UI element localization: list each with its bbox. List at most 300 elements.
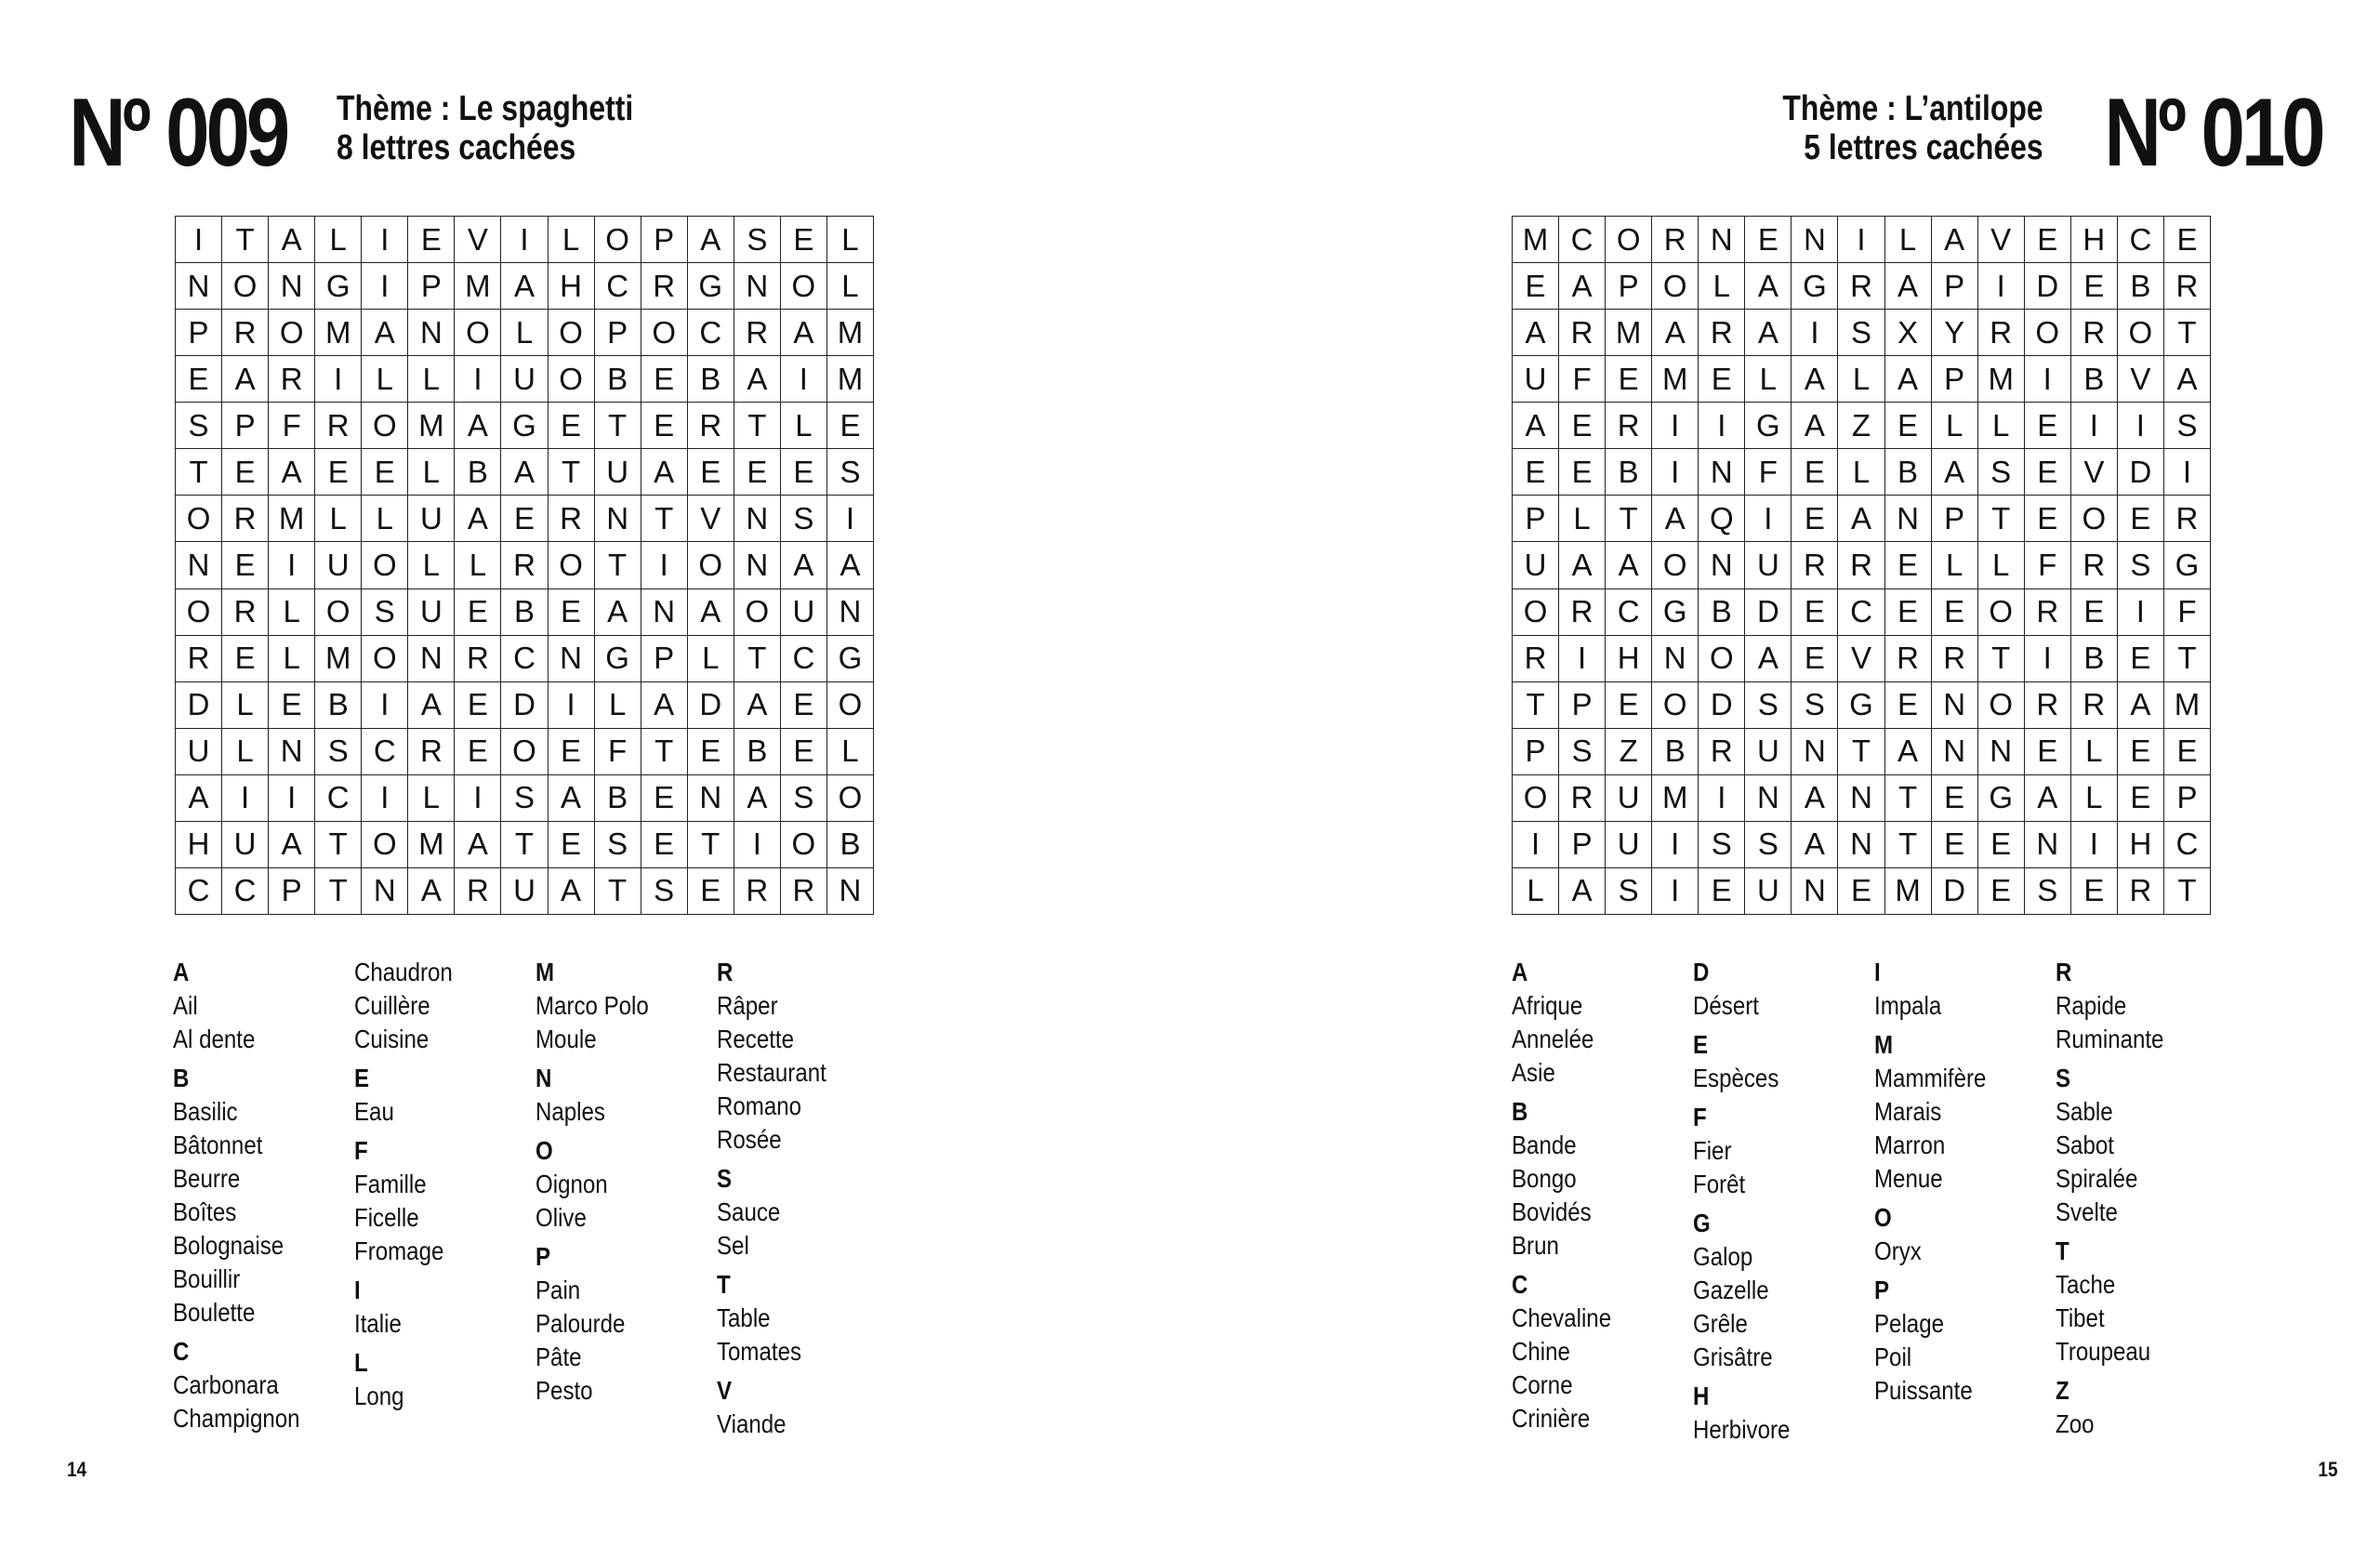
grid-cell[interactable]: Z (1606, 729, 1652, 775)
grid-cell[interactable]: S (734, 217, 781, 263)
grid-cell[interactable]: I (1978, 263, 2025, 310)
grid-cell[interactable]: O (781, 822, 827, 868)
grid-cell[interactable]: O (595, 217, 641, 263)
grid-cell[interactable]: L (362, 356, 408, 403)
grid-cell[interactable]: I (455, 356, 501, 403)
grid-cell[interactable]: N (1699, 449, 1745, 496)
grid-cell[interactable]: E (1978, 868, 2025, 915)
grid-cell[interactable]: B (455, 449, 501, 496)
grid-cell[interactable]: I (1513, 822, 1559, 868)
grid-cell[interactable]: O (1978, 589, 2025, 636)
grid-cell[interactable]: E (1932, 822, 1978, 868)
grid-cell[interactable]: I (2071, 822, 2118, 868)
grid-cell[interactable]: I (1699, 775, 1745, 822)
grid-cell[interactable]: H (2071, 217, 2118, 263)
grid-cell[interactable]: M (315, 636, 362, 682)
grid-cell[interactable]: D (501, 682, 548, 729)
grid-cell[interactable]: R (734, 310, 781, 356)
grid-cell[interactable]: A (408, 868, 455, 915)
grid-cell[interactable]: R (781, 868, 827, 915)
grid-cell[interactable]: O (362, 822, 408, 868)
grid-cell[interactable]: B (827, 822, 874, 868)
grid-cell[interactable]: T (315, 868, 362, 915)
grid-cell[interactable]: C (362, 729, 408, 775)
grid-cell[interactable]: A (455, 822, 501, 868)
grid-cell[interactable]: Q (1699, 496, 1745, 542)
grid-cell[interactable]: L (408, 449, 455, 496)
grid-cell[interactable]: U (1745, 542, 1792, 588)
grid-cell[interactable]: L (269, 589, 315, 636)
grid-cell[interactable]: E (549, 403, 595, 449)
grid-cell[interactable]: L (2071, 775, 2118, 822)
grid-cell[interactable]: L (408, 356, 455, 403)
grid-cell[interactable]: T (734, 636, 781, 682)
grid-cell[interactable]: E (2025, 403, 2071, 449)
grid-cell[interactable]: U (1513, 542, 1559, 588)
grid-cell[interactable]: A (408, 682, 455, 729)
grid-cell[interactable]: B (595, 356, 641, 403)
grid-cell[interactable]: C (781, 636, 827, 682)
grid-cell[interactable]: E (549, 589, 595, 636)
grid-cell[interactable]: E (269, 682, 315, 729)
grid-cell[interactable]: D (176, 682, 222, 729)
grid-cell[interactable]: E (501, 496, 548, 542)
grid-cell[interactable]: A (1885, 356, 1932, 403)
grid-cell[interactable]: E (549, 729, 595, 775)
grid-cell[interactable]: E (1932, 775, 1978, 822)
grid-cell[interactable]: Y (1932, 310, 1978, 356)
grid-cell[interactable]: V (1978, 217, 2025, 263)
grid-cell[interactable]: A (1559, 868, 1606, 915)
grid-cell[interactable]: M (1513, 217, 1559, 263)
grid-cell[interactable]: N (1699, 542, 1745, 588)
grid-cell[interactable]: I (2164, 449, 2211, 496)
grid-cell[interactable]: L (1978, 403, 2025, 449)
grid-cell[interactable]: T (1885, 822, 1932, 868)
grid-cell[interactable]: G (315, 263, 362, 310)
grid-cell[interactable]: P (269, 868, 315, 915)
grid-cell[interactable]: O (222, 263, 269, 310)
grid-cell[interactable]: T (595, 403, 641, 449)
grid-cell[interactable]: R (2164, 496, 2211, 542)
grid-cell[interactable]: O (549, 356, 595, 403)
grid-cell[interactable]: L (222, 729, 269, 775)
grid-cell[interactable]: R (2071, 682, 2118, 729)
grid-cell[interactable]: R (1559, 310, 1606, 356)
grid-cell[interactable]: A (222, 356, 269, 403)
grid-cell[interactable]: O (2071, 496, 2118, 542)
grid-cell[interactable]: E (2025, 496, 2071, 542)
grid-cell[interactable]: L (1932, 542, 1978, 588)
grid-cell[interactable]: E (688, 449, 734, 496)
grid-cell[interactable]: R (641, 263, 688, 310)
grid-cell[interactable]: D (688, 682, 734, 729)
grid-cell[interactable]: S (362, 589, 408, 636)
grid-cell[interactable]: R (222, 496, 269, 542)
grid-cell[interactable]: C (2164, 822, 2211, 868)
grid-cell[interactable]: E (2025, 729, 2071, 775)
grid-cell[interactable]: N (1792, 217, 1838, 263)
grid-cell[interactable]: A (362, 310, 408, 356)
grid-cell[interactable]: A (549, 868, 595, 915)
grid-cell[interactable]: P (1559, 822, 1606, 868)
grid-cell[interactable]: N (734, 542, 781, 588)
grid-cell[interactable]: A (1792, 403, 1838, 449)
grid-cell[interactable]: E (2118, 775, 2164, 822)
grid-cell[interactable]: O (176, 496, 222, 542)
grid-cell[interactable]: N (1838, 822, 1884, 868)
grid-cell[interactable]: H (2118, 822, 2164, 868)
grid-cell[interactable]: R (1559, 589, 1606, 636)
grid-cell[interactable]: M (827, 310, 874, 356)
grid-cell[interactable]: E (1792, 496, 1838, 542)
grid-cell[interactable]: I (455, 775, 501, 822)
grid-cell[interactable]: I (362, 775, 408, 822)
grid-cell[interactable]: M (315, 310, 362, 356)
grid-cell[interactable]: E (1885, 682, 1932, 729)
grid-cell[interactable]: A (2025, 775, 2071, 822)
grid-cell[interactable]: S (1792, 682, 1838, 729)
grid-cell[interactable]: O (641, 310, 688, 356)
grid-cell[interactable]: A (641, 682, 688, 729)
grid-cell[interactable]: P (595, 310, 641, 356)
grid-cell[interactable]: M (1978, 356, 2025, 403)
grid-cell[interactable]: E (1885, 542, 1932, 588)
grid-cell[interactable]: S (1838, 310, 1884, 356)
grid-cell[interactable]: E (455, 589, 501, 636)
grid-cell[interactable]: O (734, 589, 781, 636)
grid-cell[interactable]: A (1559, 542, 1606, 588)
grid-cell[interactable]: E (362, 449, 408, 496)
grid-cell[interactable]: T (1606, 496, 1652, 542)
grid-cell[interactable]: U (1745, 868, 1792, 915)
grid-cell[interactable]: N (688, 775, 734, 822)
grid-cell[interactable]: N (408, 310, 455, 356)
grid-cell[interactable]: T (501, 822, 548, 868)
grid-cell[interactable]: S (595, 822, 641, 868)
grid-cell[interactable]: A (688, 217, 734, 263)
grid-cell[interactable]: N (1792, 729, 1838, 775)
grid-cell[interactable]: R (315, 403, 362, 449)
grid-cell[interactable]: A (1745, 636, 1792, 682)
grid-cell[interactable]: L (362, 496, 408, 542)
grid-cell[interactable]: M (455, 263, 501, 310)
grid-cell[interactable]: Z (1838, 403, 1884, 449)
grid-cell[interactable]: R (1699, 729, 1745, 775)
grid-cell[interactable]: A (781, 542, 827, 588)
grid-cell[interactable]: L (1932, 403, 1978, 449)
grid-cell[interactable]: F (1559, 356, 1606, 403)
grid-cell[interactable]: E (781, 449, 827, 496)
grid-cell[interactable]: T (1513, 682, 1559, 729)
grid-cell[interactable]: V (455, 217, 501, 263)
grid-cell[interactable]: P (1513, 496, 1559, 542)
grid-cell[interactable]: E (641, 403, 688, 449)
grid-cell[interactable]: L (315, 496, 362, 542)
grid-cell[interactable]: N (1932, 729, 1978, 775)
grid-cell[interactable]: O (549, 542, 595, 588)
grid-cell[interactable]: N (408, 636, 455, 682)
grid-cell[interactable]: S (176, 403, 222, 449)
grid-cell[interactable]: N (362, 868, 408, 915)
grid-cell[interactable]: E (1792, 589, 1838, 636)
grid-cell[interactable]: R (1606, 403, 1652, 449)
grid-cell[interactable]: P (408, 263, 455, 310)
grid-cell[interactable]: F (1745, 449, 1792, 496)
grid-cell[interactable]: I (1652, 449, 1699, 496)
grid-cell[interactable]: U (1745, 729, 1792, 775)
grid-cell[interactable]: I (1652, 868, 1699, 915)
grid-cell[interactable]: L (595, 682, 641, 729)
grid-cell[interactable]: M (1652, 356, 1699, 403)
grid-cell[interactable]: A (1652, 496, 1699, 542)
grid-cell[interactable]: R (2118, 868, 2164, 915)
grid-cell[interactable]: G (2164, 542, 2211, 588)
grid-cell[interactable]: R (501, 542, 548, 588)
grid-cell[interactable]: B (315, 682, 362, 729)
grid-cell[interactable]: I (501, 217, 548, 263)
grid-cell[interactable]: O (1652, 263, 1699, 310)
grid-cell[interactable]: I (1652, 822, 1699, 868)
grid-cell[interactable]: I (362, 217, 408, 263)
grid-cell[interactable]: N (2025, 822, 2071, 868)
grid-cell[interactable]: I (641, 542, 688, 588)
grid-cell[interactable]: G (1838, 682, 1884, 729)
grid-cell[interactable]: O (362, 403, 408, 449)
grid-cell[interactable]: R (1885, 636, 1932, 682)
grid-cell[interactable]: A (269, 217, 315, 263)
grid-cell[interactable]: R (1559, 775, 1606, 822)
grid-cell[interactable]: O (827, 775, 874, 822)
grid-cell[interactable]: E (1792, 636, 1838, 682)
grid-cell[interactable]: U (1606, 775, 1652, 822)
grid-cell[interactable]: I (1652, 403, 1699, 449)
grid-cell[interactable]: S (827, 449, 874, 496)
grid-cell[interactable]: I (549, 682, 595, 729)
grid-cell[interactable]: E (1792, 449, 1838, 496)
grid-cell[interactable]: L (315, 217, 362, 263)
grid-cell[interactable]: U (1606, 822, 1652, 868)
grid-cell[interactable]: E (781, 729, 827, 775)
grid-cell[interactable]: O (1513, 775, 1559, 822)
grid-cell[interactable]: I (2118, 403, 2164, 449)
word-search-grid[interactable] (175, 216, 874, 915)
grid-cell[interactable]: I (2025, 356, 2071, 403)
grid-cell[interactable]: G (501, 403, 548, 449)
grid-cell[interactable]: S (2025, 868, 2071, 915)
grid-cell[interactable]: N (1932, 682, 1978, 729)
grid-cell[interactable]: E (2071, 868, 2118, 915)
grid-cell[interactable]: B (1606, 449, 1652, 496)
grid-cell[interactable]: L (269, 636, 315, 682)
grid-cell[interactable]: R (549, 496, 595, 542)
grid-cell[interactable]: R (1932, 636, 1978, 682)
grid-cell[interactable]: U (595, 449, 641, 496)
grid-cell[interactable]: B (1652, 729, 1699, 775)
grid-cell[interactable]: U (1513, 356, 1559, 403)
grid-cell[interactable]: E (781, 217, 827, 263)
grid-cell[interactable]: I (222, 775, 269, 822)
grid-cell[interactable]: M (408, 822, 455, 868)
grid-cell[interactable]: A (827, 542, 874, 588)
grid-cell[interactable]: T (641, 496, 688, 542)
grid-cell[interactable]: O (362, 542, 408, 588)
grid-cell[interactable]: P (1932, 263, 1978, 310)
grid-cell[interactable]: L (222, 682, 269, 729)
grid-cell[interactable]: L (1559, 496, 1606, 542)
grid-cell[interactable]: S (781, 775, 827, 822)
grid-cell[interactable]: S (2118, 542, 2164, 588)
grid-cell[interactable]: O (269, 310, 315, 356)
grid-cell[interactable]: T (595, 868, 641, 915)
grid-cell[interactable]: E (781, 682, 827, 729)
grid-cell[interactable]: E (1745, 217, 1792, 263)
grid-cell[interactable]: B (734, 729, 781, 775)
grid-cell[interactable]: E (1606, 682, 1652, 729)
grid-cell[interactable]: G (827, 636, 874, 682)
grid-cell[interactable]: U (781, 589, 827, 636)
grid-cell[interactable]: O (2118, 310, 2164, 356)
grid-cell[interactable]: L (827, 217, 874, 263)
grid-cell[interactable]: L (2071, 729, 2118, 775)
grid-cell[interactable]: M (1885, 868, 1932, 915)
grid-cell[interactable]: F (269, 403, 315, 449)
grid-cell[interactable]: T (315, 822, 362, 868)
grid-cell[interactable]: V (2118, 356, 2164, 403)
grid-cell[interactable]: R (1838, 263, 1884, 310)
grid-cell[interactable]: E (2025, 217, 2071, 263)
grid-cell[interactable]: B (2071, 636, 2118, 682)
grid-cell[interactable]: E (2025, 449, 2071, 496)
grid-cell[interactable]: O (1652, 682, 1699, 729)
grid-cell[interactable]: M (2164, 682, 2211, 729)
grid-cell[interactable]: S (1699, 822, 1745, 868)
grid-cell[interactable]: N (1792, 868, 1838, 915)
word-search-grid[interactable] (1512, 216, 2211, 915)
grid-cell[interactable]: F (2164, 589, 2211, 636)
grid-cell[interactable]: B (501, 589, 548, 636)
grid-cell[interactable]: E (2071, 263, 2118, 310)
grid-cell[interactable]: I (2025, 636, 2071, 682)
grid-cell[interactable]: I (362, 682, 408, 729)
grid-cell[interactable]: L (827, 263, 874, 310)
grid-cell[interactable]: N (549, 636, 595, 682)
grid-cell[interactable]: P (641, 217, 688, 263)
grid-cell[interactable]: E (2118, 636, 2164, 682)
grid-cell[interactable]: I (269, 775, 315, 822)
grid-cell[interactable]: B (1885, 449, 1932, 496)
grid-cell[interactable]: N (1745, 775, 1792, 822)
grid-cell[interactable]: I (781, 356, 827, 403)
grid-cell[interactable]: N (827, 868, 874, 915)
grid-cell[interactable]: C (1606, 589, 1652, 636)
grid-cell[interactable]: O (1513, 589, 1559, 636)
grid-cell[interactable]: R (269, 356, 315, 403)
grid-cell[interactable]: U (501, 356, 548, 403)
grid-cell[interactable]: H (1606, 636, 1652, 682)
grid-cell[interactable]: E (455, 682, 501, 729)
grid-cell[interactable]: D (2118, 449, 2164, 496)
grid-cell[interactable]: R (1699, 310, 1745, 356)
grid-cell[interactable]: O (315, 589, 362, 636)
grid-cell[interactable]: R (222, 589, 269, 636)
grid-cell[interactable]: D (2025, 263, 2071, 310)
grid-cell[interactable]: G (688, 263, 734, 310)
grid-cell[interactable]: P (1559, 682, 1606, 729)
grid-cell[interactable]: E (408, 217, 455, 263)
grid-cell[interactable]: A (1513, 310, 1559, 356)
grid-cell[interactable]: G (1745, 403, 1792, 449)
grid-cell[interactable]: P (222, 403, 269, 449)
grid-cell[interactable]: E (222, 449, 269, 496)
grid-cell[interactable]: E (1559, 449, 1606, 496)
grid-cell[interactable]: A (455, 496, 501, 542)
grid-cell[interactable]: M (408, 403, 455, 449)
grid-cell[interactable]: P (2164, 775, 2211, 822)
grid-cell[interactable]: A (1745, 310, 1792, 356)
grid-cell[interactable]: N (595, 496, 641, 542)
grid-cell[interactable]: E (827, 403, 874, 449)
grid-cell[interactable]: G (1792, 263, 1838, 310)
grid-cell[interactable]: H (176, 822, 222, 868)
grid-cell[interactable]: E (315, 449, 362, 496)
grid-cell[interactable]: N (1885, 496, 1932, 542)
grid-cell[interactable]: A (549, 775, 595, 822)
grid-cell[interactable]: T (176, 449, 222, 496)
grid-cell[interactable]: A (269, 822, 315, 868)
grid-cell[interactable]: O (2025, 310, 2071, 356)
grid-cell[interactable]: H (549, 263, 595, 310)
grid-cell[interactable]: L (1699, 263, 1745, 310)
grid-cell[interactable]: V (1838, 636, 1884, 682)
grid-cell[interactable]: I (362, 263, 408, 310)
grid-cell[interactable]: T (1978, 496, 2025, 542)
grid-cell[interactable]: C (501, 636, 548, 682)
grid-cell[interactable]: T (549, 449, 595, 496)
grid-cell[interactable]: X (1885, 310, 1932, 356)
grid-cell[interactable]: C (222, 868, 269, 915)
grid-cell[interactable]: A (1606, 542, 1652, 588)
grid-cell[interactable]: U (176, 729, 222, 775)
grid-cell[interactable]: T (2164, 636, 2211, 682)
grid-cell[interactable]: T (1838, 729, 1884, 775)
grid-cell[interactable]: C (688, 310, 734, 356)
grid-cell[interactable]: R (1513, 636, 1559, 682)
grid-cell[interactable]: L (827, 729, 874, 775)
grid-cell[interactable]: N (1652, 636, 1699, 682)
grid-cell[interactable]: E (2071, 589, 2118, 636)
grid-cell[interactable]: E (1513, 449, 1559, 496)
grid-cell[interactable]: E (2118, 729, 2164, 775)
grid-cell[interactable]: R (1792, 542, 1838, 588)
grid-cell[interactable]: A (734, 356, 781, 403)
grid-cell[interactable]: C (176, 868, 222, 915)
grid-cell[interactable]: S (501, 775, 548, 822)
grid-cell[interactable]: E (1838, 868, 1884, 915)
grid-cell[interactable]: E (1559, 403, 1606, 449)
grid-cell[interactable]: B (595, 775, 641, 822)
grid-cell[interactable]: L (1978, 542, 2025, 588)
grid-cell[interactable]: I (827, 496, 874, 542)
grid-cell[interactable]: F (2025, 542, 2071, 588)
grid-cell[interactable]: B (2071, 356, 2118, 403)
grid-cell[interactable]: N (176, 263, 222, 310)
grid-cell[interactable]: O (176, 589, 222, 636)
grid-cell[interactable]: A (269, 449, 315, 496)
grid-cell[interactable]: N (641, 589, 688, 636)
grid-cell[interactable]: S (1978, 449, 2025, 496)
grid-cell[interactable]: N (1699, 217, 1745, 263)
